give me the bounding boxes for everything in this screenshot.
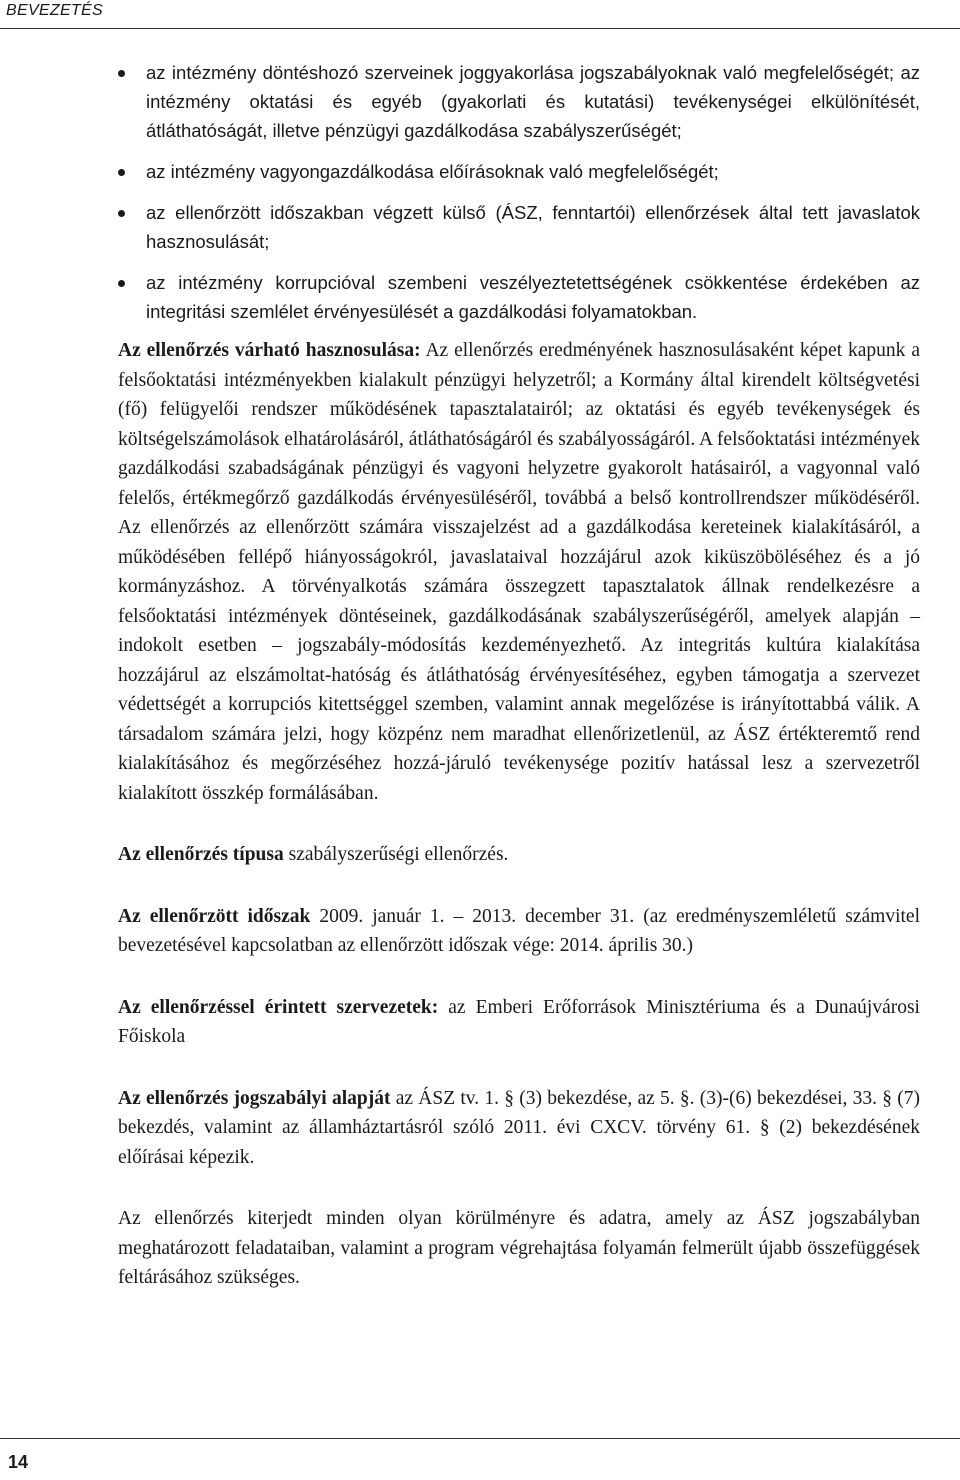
list-item-text: az intézmény korrupcióval szembeni veszélyeztetettségének csökkentése érdekében az integritási szemlélet érvényesülését a gazdálkodási folyamatokban. — [146, 272, 920, 322]
footer-divider — [0, 1438, 960, 1439]
legal-basis-paragraph — [118, 1084, 920, 1173]
list-item — [118, 268, 920, 326]
list-item-text: az ellenőrzött időszakban végzett külső (ÁSZ, fenntartói) ellenőrzések által tett javaslatok hasznosulását; — [146, 202, 920, 252]
bullet-icon — [118, 210, 125, 217]
page-footer — [0, 1438, 960, 1480]
utilization-paragraph — [118, 336, 920, 808]
audit-period-label: Az ellenőrzött időszak — [118, 905, 311, 927]
utilization-label: Az ellenőrzés várható hasznosulása: — [118, 340, 421, 361]
audited-orgs-paragraph — [118, 993, 920, 1052]
legal-basis-label: Az ellenőrzés jogszabályi alapját — [118, 1087, 391, 1109]
bullet-icon — [118, 70, 125, 77]
list-item-text: az intézmény vagyongazdálkodása előírásoknak való megfelelőségét; — [146, 161, 719, 182]
legal-basis-text: az ÁSZ tv. 1. § (3) bekezdése, az 5. §. (3)-(6) bekezdései, 33. § (7) bekezdés, valamint az államháztartásról szóló 2011. évi CXCV. törvény 61. § (2) bekezdésének előírásai képezik. — [118, 1087, 921, 1168]
page-content — [118, 58, 920, 1325]
header-divider — [0, 28, 960, 29]
closing-paragraph: Az ellenőrzés kiterjedt minden olyan körülményre és adatra, amely az ÁSZ jogszabályban meghatározott feladataiban, valamint a program végrehajtása folyamán felmerült újabb összefüggések feltárásához szükséges. — [118, 1208, 920, 1288]
list-item — [118, 198, 920, 256]
list-item — [118, 157, 920, 186]
utilization-text: Az ellenőrzés eredményének hasznosulásaként képet kapunk a felsőoktatási intézményekben kialakult pénzügyi helyzetről; a Kormány által kirendelt költségvetési (fő) felügyelői rendszer működésének tapasztalatairól; az oktatási és egyéb tevékenységek és költségelszámolások elhatárolásáról, átláthatóságáról és szabályosságáról. A felsőoktatási intézmények gazdálkodási szabadságának pénzügyi és vagyoni helyzetre gyakorolt hatásairól, a vagyonnal való felelős, értékmegőrző gazdálkodás érvényesüléséről, továbbá a belső kontrollrendszer működéséről. Az ellenőrzés az ellenőrzött számára visszajelzést ad a gazdálkodása kereteinek kialakításáról, a működésében fellépő hiányosságokról, javaslataival hozzájárul azok kiküszöböléséhez és a jó kormányzáshoz. A törvényalkotás számára összegzett tapasztalatok állnak rendelkezésre a felsőoktatási intézmények döntéseinek, gazdálkodásának szabályszerűségéről, amelyek alapján – indokolt esetben – jogszabály-módosítás kezdeményezhető. Az integritás kultúra kialakítása hozzájárul az elszámoltat-hatóság és átláthatóság érvényesítéséhez, egyben támogatja a szervezet védettségét a korrupciós kitettséggel szemben, valamint annak megelőzése is irányítottabbá válik. A társadalom számára jelzi, hogy közpénz nem maradhat ellenőrizetlenül, az ÁSZ értékteremtő rend kialakításához és megőrzéséhez hozzá-járuló tevékenysége pozitív hatással lesz a szervezetről kialakított összkép formálásában. — [118, 340, 920, 804]
audited-orgs-text: az Emberi Erőforrások Minisztériuma és a Dunaújvárosi Főiskola — [118, 996, 920, 1047]
bullet-icon — [118, 280, 125, 287]
audited-orgs-label: Az ellenőrzéssel érintett szervezetek: — [118, 996, 439, 1018]
audit-period-paragraph — [118, 902, 920, 961]
audit-type-label: Az ellenőrzés típusa — [118, 844, 284, 865]
list-item — [118, 58, 920, 145]
page-header — [0, 0, 960, 38]
audit-period-text: 2009. január 1. – 2013. december 31. (az eredményszemléletű számvitel bevezetésével kapcsolatban az ellenőrzött időszak vége: 2014. április 30.) — [118, 905, 920, 956]
bullet-icon — [118, 169, 125, 176]
page-number: 14 — [8, 1452, 29, 1472]
section-title: BEVEZETÉS — [6, 2, 103, 19]
audit-type-paragraph — [118, 840, 920, 870]
audit-type-text: szabályszerűségi ellenőrzés. — [288, 844, 509, 865]
list-item-text: az intézmény döntéshozó szerveinek joggyakorlása jogszabályoknak való megfelelőségét; az intézmény oktatási és egyéb (gyakorlati és kutatási) tevékenységei elkülönítését, átláthatóságát, illetve pénzügyi gazdálkodása szabályszerűségét; — [146, 62, 920, 141]
bullet-list — [118, 58, 920, 326]
